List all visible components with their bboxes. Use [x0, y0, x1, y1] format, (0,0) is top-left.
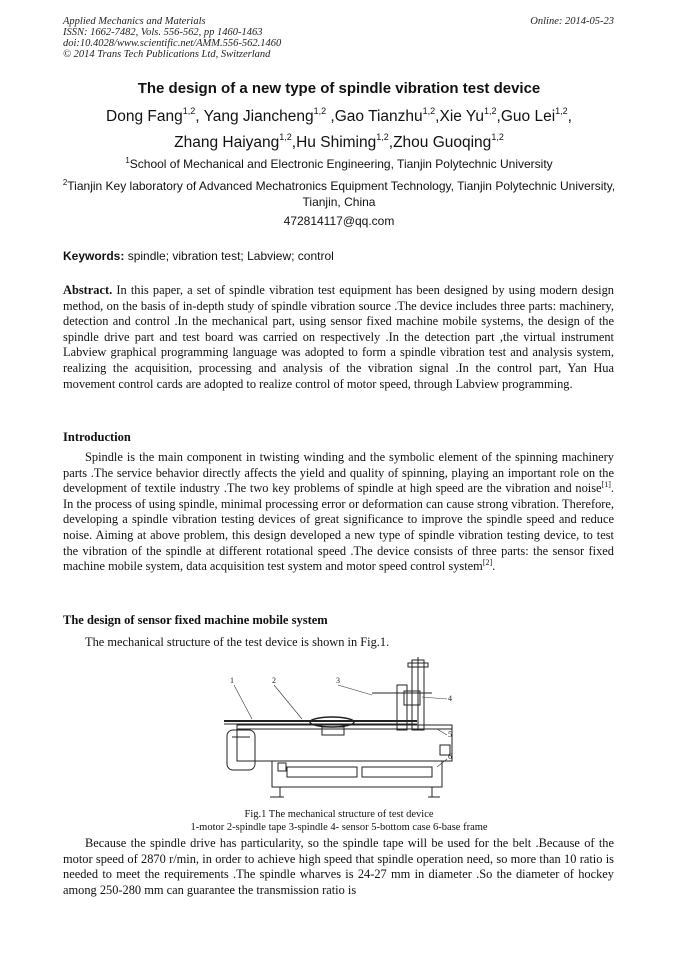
keywords: Keywords: spindle; vibration test; Labview; control	[63, 249, 334, 263]
citation-2: [2]	[482, 558, 493, 568]
figure-label-1: 1	[230, 676, 234, 685]
author: Yang Jiancheng$^{1,2}$ ,	[203, 106, 335, 125]
author: Zhou Guoqing$^{1,2}$	[393, 132, 504, 151]
introduction-paragraph: Spindle is the main component in twisting winding and the symbolic element of the spinning machinery parts .The service behavior directly affects the yield and quality of spinning, playing an important role on the development of textile industry .The two key problems of spindle at high speed are the vibration and noise[1]. In the process of using spindle, minimal processing error or deformation can cause strong vibration. Therefore, developing a spindle vibration testing devices of great significance to improve the spindle speed and reduce noise. Aiming at above problem, this design developed a new type of spindle vibration testing device, to test the vibration of the spindle at different rotational speed .The device consists of three parts: the sensor fixed machine mobile system, data acquisition test system and motor speed control system[2].	[63, 450, 614, 574]
figure-label-6: 6	[448, 752, 452, 761]
figure-caption: Fig.1 The mechanical structure of test device	[244, 809, 434, 820]
figure-reference-paragraph: The mechanical structure of the test device is shown in Fig.1.	[85, 635, 390, 649]
figure-legend: 1-motor 2-spindle tape 3-spindle 4- sensor 5-bottom case 6-base frame	[190, 822, 488, 833]
journal-name: Applied Mechanics and Materials	[63, 16, 206, 27]
figure-label-3: 3	[336, 676, 340, 685]
author: Zhang Haiyang$^{1,2}$,	[174, 132, 297, 151]
online-date: Online: 2014-05-23	[530, 16, 614, 27]
figure-label-5: 5	[448, 730, 452, 739]
author-list	[40, 104, 638, 156]
author: Xie Yu$^{1,2}$,	[439, 106, 501, 125]
abstract: Abstract. In this paper, a set of spindle vibration test equipment has been designed by using modern design method, on the basis of in-depth study of spindle vibration source .The device includes three parts: machinery, detection and control .In the mechanical part, using sensor fixed machine mobile systems, the design of the spindle drive part and test board was carried on respectively .In the detection part ,the virtual instrument Labview graphical programming language was adopted to form a spindle vibration test and analysis system, realizing the acquisition, processing and analysis of the vibration signal .In the control part, Yan Hua movement control cards are adopted to realize control of motor speed, through Labview programming.	[63, 283, 614, 391]
spindle	[397, 685, 407, 730]
journal-copyright: © 2014 Trans Tech Publications Ltd, Switzerland	[63, 49, 271, 60]
figure-label-2: 2	[272, 676, 276, 685]
author: Guo Lei$^{1,2}$,	[500, 106, 572, 125]
abstract-label: Abstract.	[63, 283, 113, 297]
motor	[227, 730, 255, 770]
mechanical-structure-drawing	[222, 655, 462, 805]
citation-1: [1]	[601, 480, 611, 490]
author: Dong Fang$^{1,2}$,	[106, 106, 204, 125]
section-heading-mobile-system: The design of sensor fixed machine mobile system	[63, 613, 328, 627]
affiliation-1: $^1$School of Mechanical and Electronic Engineering, Tianjin Polytechnic University	[125, 156, 553, 171]
affiliation-2: $^2$Tianjin Key laboratory of Advanced Mechatronics Equipment Technology, Tianjin Polytechnic University, Tianjin, China	[62, 178, 616, 209]
journal-doi: doi:10.4028/www.scientific.net/AMM.556-562.1460	[63, 38, 282, 49]
journal-issn: ISSN: 1662-7482, Vols. 556-562, pp 1460-1463	[63, 27, 263, 38]
figure-1	[222, 655, 462, 805]
author: Hu Shiming$^{1,2}$,	[296, 132, 394, 151]
section-heading-introduction: Introduction	[63, 430, 131, 444]
spindle-drive-paragraph: Because the spindle drive has particularity, so the spindle tape will be used for the belt .Because of the motor speed of 2870 r/min, in order to achieve high speed that spindle operation need, so more than 10 ratio is needed to meet the requirements .The spindle wharves is 24-27 mm in diameter .So the diameter of hockey among 250-280 mm can guarantee the transmission ratio is	[63, 836, 614, 897]
author-email: 472814117@qq.com	[283, 214, 395, 228]
author: Gao Tianzhu$^{1,2}$,	[334, 106, 440, 125]
figure-label-4: 4	[448, 694, 452, 703]
paper-title: The design of a new type of spindle vibration test device	[137, 80, 541, 97]
journal-header	[63, 16, 281, 60]
